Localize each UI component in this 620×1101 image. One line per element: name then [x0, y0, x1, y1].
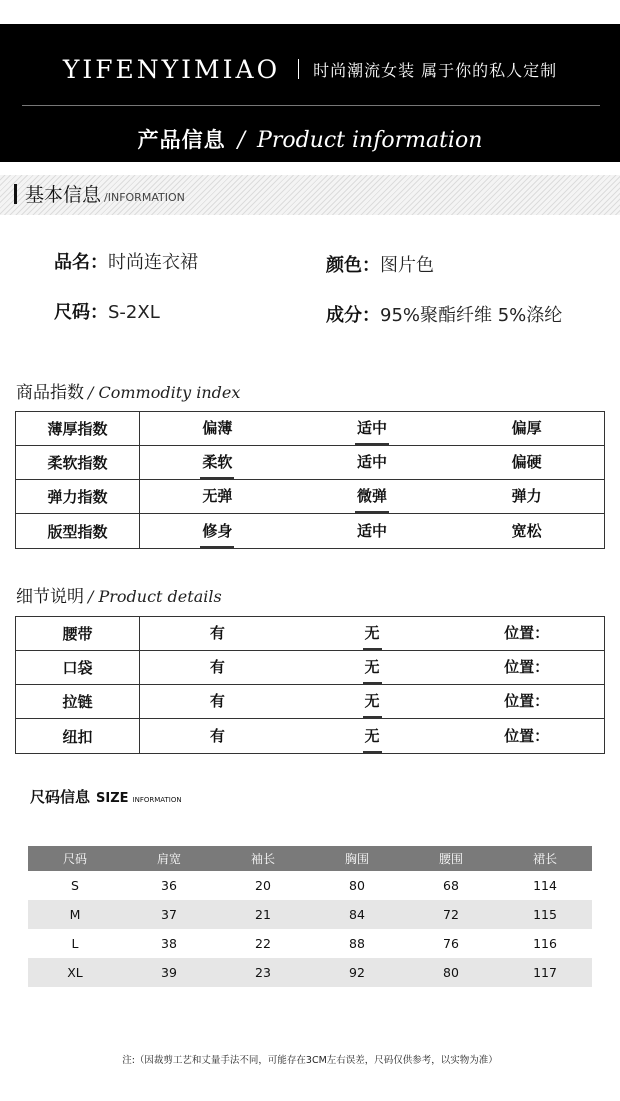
size-cell: 80	[404, 958, 498, 987]
size-cell: 37	[122, 900, 216, 929]
size-cell: 22	[255, 936, 271, 951]
detail-option-label: 无	[365, 725, 380, 748]
size-row	[28, 929, 592, 958]
commodity-option	[140, 480, 295, 513]
size-info-title	[30, 786, 182, 807]
detail-option	[449, 651, 604, 684]
detail-option	[449, 617, 604, 650]
detail-option-selected	[295, 617, 450, 650]
info-size-value: S-2XL	[108, 302, 160, 323]
commodity-row	[16, 446, 604, 480]
detail-option-selected	[295, 685, 450, 718]
commodity-option-label: 偏厚	[511, 419, 542, 437]
commodity-option-label: 偏硬	[511, 453, 542, 471]
size-cell: 36	[161, 878, 177, 893]
product-details-title-en: / Product details	[88, 587, 222, 606]
commodity-option	[449, 412, 604, 445]
size-table	[28, 846, 592, 987]
size-cell: 72	[404, 900, 498, 929]
size-cell: 80	[349, 878, 365, 893]
size-cell: 76	[443, 936, 459, 951]
info-material-value: 95%聚酯纤维 5%涤纶	[380, 305, 563, 326]
size-cell: 88	[349, 936, 365, 951]
size-cell: 115	[498, 900, 592, 929]
detail-option-label: 有	[209, 726, 225, 745]
detail-option	[140, 719, 295, 753]
info-size-label: 尺码：	[54, 302, 108, 323]
info-color-label: 颜色：	[326, 255, 380, 276]
commodity-option-label: 适中	[357, 521, 388, 540]
detail-option-label: 有	[209, 624, 225, 642]
size-cell: M	[28, 900, 122, 929]
commodity-row-label: 柔软指数	[16, 446, 140, 479]
commodity-option-label: 宽松	[511, 521, 542, 540]
commodity-option	[140, 412, 295, 445]
detail-option-label: 有	[209, 658, 225, 676]
size-row	[28, 900, 592, 929]
size-cell: 116	[533, 936, 557, 951]
commodity-option-selected	[295, 412, 450, 445]
size-cell: 39	[122, 958, 216, 987]
detail-row	[16, 685, 604, 719]
commodity-option-label: 柔软	[202, 451, 232, 474]
size-table-body	[28, 871, 592, 987]
basic-info-title-en: /INFORMATION	[104, 191, 185, 204]
commodity-option-label: 适中	[357, 417, 387, 440]
commodity-row-label: 薄厚指数	[16, 412, 140, 445]
brand-row	[0, 52, 620, 86]
size-row	[28, 871, 592, 900]
commodity-row	[16, 412, 604, 446]
commodity-option	[295, 514, 450, 548]
detail-option-label: 位置：	[504, 692, 550, 710]
subtitle-cn: 产品信息	[137, 128, 226, 152]
size-info-title-en: SIZE	[96, 791, 129, 806]
commodity-index-table	[15, 411, 605, 549]
info-material-label: 成分：	[326, 305, 380, 326]
title-bar-mark	[14, 184, 17, 204]
commodity-option-label: 弹力	[511, 487, 542, 505]
size-note: 注:（因裁剪工艺和丈量手法不同，可能存在3CM左右误差，尺码仅供参考，以实物为准）	[122, 1055, 498, 1066]
detail-option-selected	[295, 719, 450, 753]
subtitle-row	[0, 124, 620, 160]
commodity-option-selected	[140, 446, 295, 479]
size-cell: 114	[533, 878, 557, 893]
size-cell: 68	[443, 878, 459, 893]
commodity-option	[295, 446, 450, 479]
detail-row-label: 纽扣	[16, 719, 140, 753]
size-header-cell: 胸围	[310, 846, 404, 871]
detail-option	[140, 617, 295, 650]
info-color-value: 图片色	[380, 255, 434, 276]
info-size	[54, 298, 160, 324]
detail-option	[449, 719, 604, 753]
detail-option-label: 位置：	[504, 726, 550, 745]
detail-row-label: 口袋	[16, 651, 140, 684]
brand-slogan: 时尚潮流女装 属于你的私人定制	[313, 60, 558, 80]
detail-option-label: 有	[209, 692, 225, 710]
size-info-title-cn: 尺码信息	[30, 788, 91, 806]
commodity-row-label: 版型指数	[16, 514, 140, 548]
commodity-option	[449, 514, 604, 548]
size-cell: 20	[255, 878, 271, 893]
commodity-option-label: 修身	[202, 520, 232, 543]
commodity-option	[449, 480, 604, 513]
detail-option	[140, 651, 295, 684]
size-cell: 21	[216, 900, 310, 929]
detail-option-label: 无	[365, 656, 380, 679]
commodity-option-label: 微弹	[357, 485, 387, 508]
size-cell: S	[71, 878, 79, 893]
product-details-table	[15, 616, 605, 754]
commodity-option-selected	[295, 480, 450, 513]
size-header-cell: 裙长	[498, 846, 592, 871]
size-header-cell: 尺码	[28, 846, 122, 871]
commodity-option-selected	[140, 514, 295, 548]
size-row	[28, 958, 592, 987]
detail-option-label: 位置：	[504, 658, 550, 676]
commodity-option-label: 偏薄	[202, 419, 233, 437]
basic-info-title-cn: 基本信息	[25, 184, 102, 206]
size-header-cell: 肩宽	[122, 846, 216, 871]
detail-row-label: 拉链	[16, 685, 140, 718]
commodity-row	[16, 514, 604, 548]
subtitle-slash: /	[237, 128, 246, 153]
info-name-value: 时尚连衣裙	[108, 252, 198, 273]
detail-option	[449, 685, 604, 718]
info-color	[326, 251, 434, 277]
size-table-header	[28, 846, 592, 871]
detail-option-selected	[295, 651, 450, 684]
commodity-row-label: 弹力指数	[16, 480, 140, 513]
size-info-title-en-small: INFORMATION	[132, 796, 182, 804]
commodity-option	[449, 446, 604, 479]
commodity-index-title	[16, 378, 240, 403]
detail-option-label: 无	[365, 690, 380, 713]
product-details-title	[16, 582, 222, 607]
header-divider	[22, 105, 600, 106]
commodity-option-label: 无弹	[202, 487, 233, 505]
size-cell: 38	[161, 936, 177, 951]
size-cell: 92	[310, 958, 404, 987]
brand-name: YIFENYIMIAO	[62, 54, 281, 84]
commodity-index-title-cn: 商品指数	[16, 383, 84, 403]
basic-info-title	[14, 180, 185, 207]
detail-row-label: 腰带	[16, 617, 140, 650]
size-header-cell: 腰围	[404, 846, 498, 871]
detail-row	[16, 617, 604, 651]
info-material	[326, 301, 562, 327]
detail-option-label: 无	[365, 622, 380, 645]
size-cell: L	[71, 936, 79, 951]
info-name-label: 品名：	[54, 252, 108, 273]
basic-info-band	[0, 175, 620, 215]
brand-divider	[298, 59, 299, 79]
header-banner	[0, 24, 620, 162]
detail-option	[140, 685, 295, 718]
detail-row	[16, 651, 604, 685]
size-header-cell: 袖长	[216, 846, 310, 871]
commodity-option-label: 适中	[357, 453, 388, 471]
commodity-row	[16, 480, 604, 514]
size-cell: 117	[498, 958, 592, 987]
size-cell: 23	[216, 958, 310, 987]
detail-option-label: 位置：	[504, 624, 550, 642]
size-cell: 84	[310, 900, 404, 929]
commodity-index-title-en: / Commodity index	[88, 383, 241, 402]
size-cell: XL	[28, 958, 122, 987]
product-details-title-cn: 细节说明	[16, 587, 84, 607]
info-name	[54, 248, 198, 274]
subtitle-en: Product information	[257, 128, 483, 153]
detail-row	[16, 719, 604, 753]
